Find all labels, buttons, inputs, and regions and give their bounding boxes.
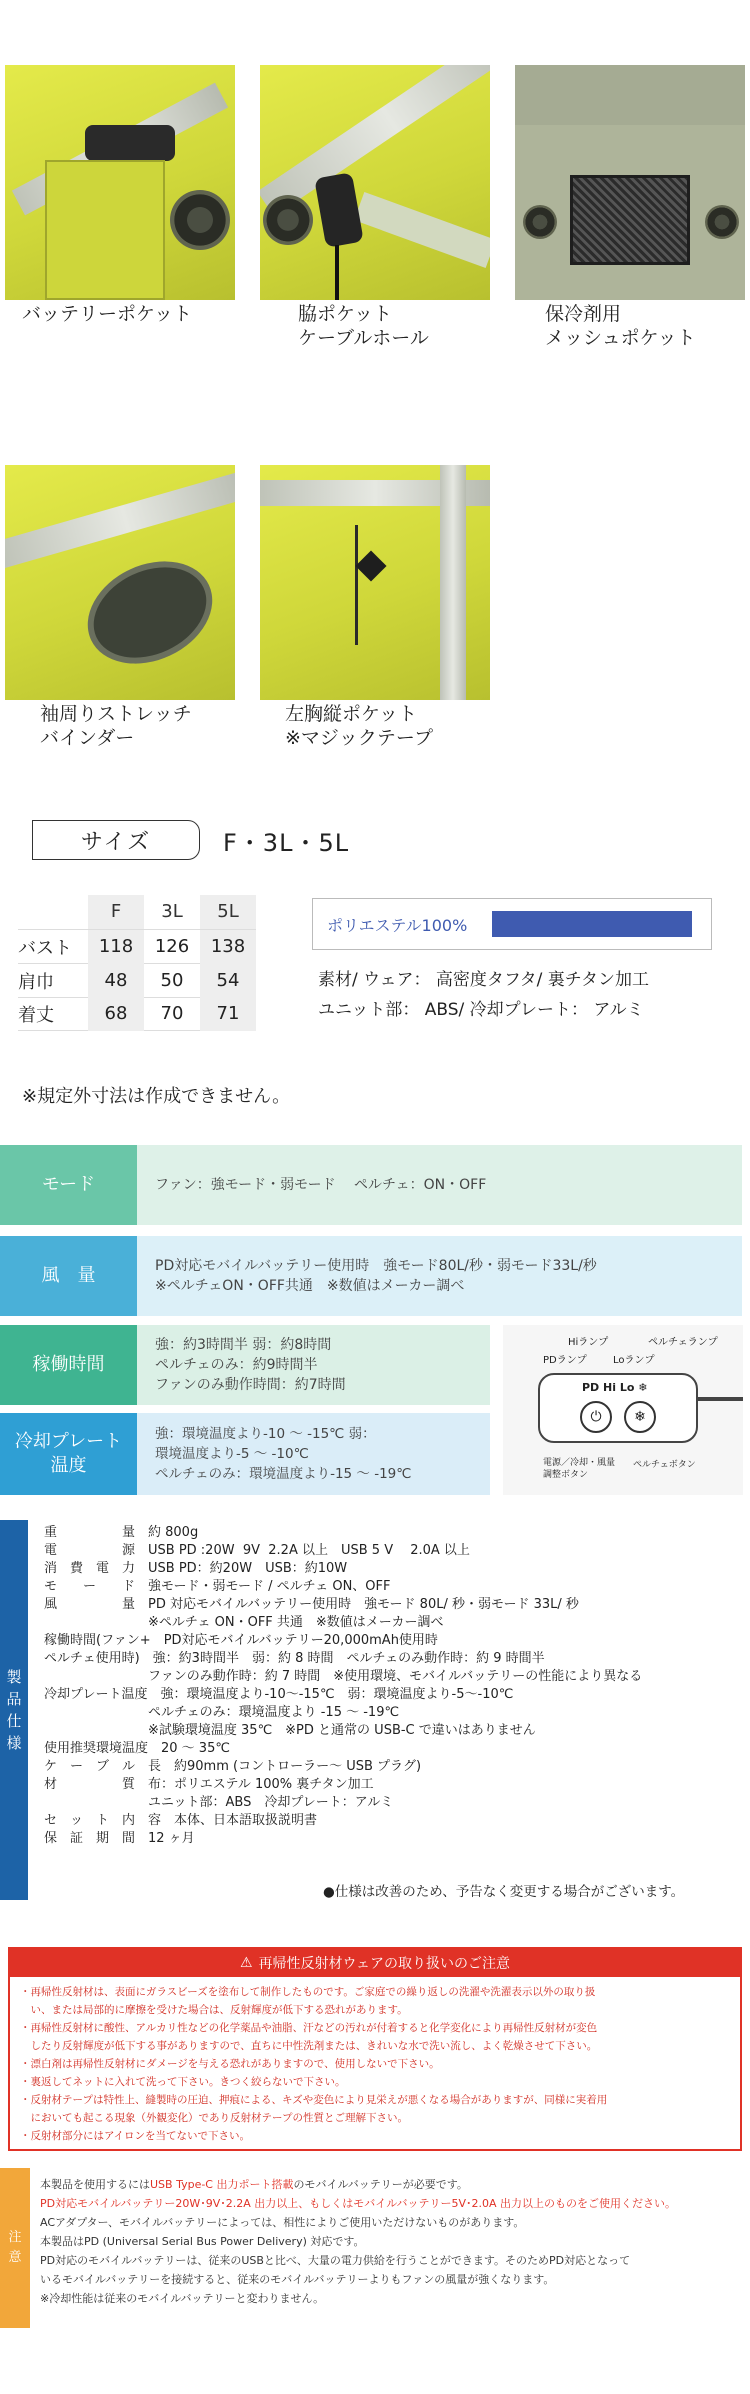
runtime-label: 稼働時間	[0, 1325, 137, 1405]
feature-caption-4: 袖周りストレッチ バインダー	[40, 703, 192, 749]
spec-row: 風 量 PD 対応モバイルバッテリー使用時 強モード 80L/ 秒・弱モード 33L/ 秒	[44, 1597, 579, 1612]
spec-row: 材 質 布：ポリエステル 100% 裏チタン加工	[44, 1777, 374, 1792]
spec-row: モ ー ド 強モード・弱モード / ペルチェ ON、OFF	[44, 1579, 391, 1594]
spec-list	[0, 1524, 750, 1864]
spec-row: 使用推奨環境温度 20 ～ 35℃	[44, 1741, 230, 1756]
chest-pocket-photo	[260, 465, 490, 700]
caution-side-label: 注 意	[0, 2168, 30, 2328]
spec-row: 保 証 期 間 12 ヶ月	[44, 1831, 195, 1846]
spec-row: ペルチェ使用時) 強：約3時間半 弱：約 8 時間 ペルチェのみ動作時：約 9 時間半	[44, 1651, 545, 1666]
warning-title: 再帰性反射材ウェアの取り扱いのご注意	[258, 1956, 510, 1972]
spec-row: ※試験環境温度 35℃ ※PD と通常の USB-C で違いはありません	[44, 1723, 536, 1738]
airflow-label: 風 量	[0, 1236, 137, 1316]
size-row-name: 着丈	[18, 1005, 54, 1026]
caution-line: PD対応モバイルバッテリー20W･9V･2.2A 出力以上、もしくはモバイルバッテリー5V･2.0A 出力以上のものをご使用ください。	[40, 2197, 677, 2210]
warning-header	[10, 1949, 740, 1977]
size-cell: 50	[160, 969, 184, 991]
caution-body	[40, 2175, 745, 2308]
plate-temp-label: 冷却プレート 温度	[0, 1413, 137, 1495]
runtime-value: 強：約3時間半 弱：約8時間 ペルチェのみ：約9時間半 ファンのみ動作時間：約7時間	[137, 1325, 490, 1405]
caution-line: 本製品はPD (Universal Serial Bus Power Delivery) 対応です。	[40, 2235, 365, 2248]
peltier-button-icon: ❄	[624, 1401, 656, 1433]
warning-line: ・反射材テープは特性上、縫製時の圧迫、押痕による、キズや変色により見栄えが悪くなる場合がありますが、同様に実着用	[20, 2094, 608, 2106]
material-line-2: ユニット部： ABS/ 冷却プレート： アルミ	[318, 1000, 644, 1020]
material-bar-label: ポリエステル100%	[327, 915, 468, 935]
material-bar-box	[312, 898, 712, 950]
size-row-name: 肩巾	[18, 971, 54, 993]
material-line-1: 素材/ ウェア： 高密度タフタ/ 裏チタン加工	[318, 970, 649, 990]
feature-caption-1: バッテリーポケット	[22, 303, 193, 325]
plate-temp-value: 強：環境温度より-10 ～ -15℃ 弱： 環境温度より-5 ～ -10℃ ペルチェのみ：環境温度より-15 ～ -19℃	[137, 1413, 490, 1495]
size-header-5l: 5L	[200, 895, 256, 929]
spec-row: ペルチェのみ：環境温度より -15 ～ -19℃	[44, 1705, 400, 1720]
spec-row: ケ ー ブ ル 長 約90mm (コントローラー～ USB プラグ)	[44, 1759, 422, 1774]
feature-caption-5: 左胸縦ポケット ※マジックテープ	[285, 703, 433, 749]
warning-line: においても起こる現象（外観変化）であり反射材テープの性質とご理解下さい。	[20, 2112, 408, 2124]
caution-line: いるモバイルバッテリーを接続すると、従来のモバイルバッテリーよりもファンの風量が強くなります。	[40, 2273, 555, 2286]
feature-caption-2: 脇ポケット ケーブルホール	[298, 303, 429, 349]
spec-row: 消 費 電 力 USB PD：約20W USB：約10W	[44, 1561, 348, 1576]
mode-value: ファン：強モード・弱モード ペルチェ：ON・OFF	[137, 1145, 742, 1225]
size-cell: 118	[88, 930, 144, 964]
caution-line: ※冷却性能は従来のモバイルバッテリーと変わりません。	[40, 2292, 325, 2305]
size-cell: 68	[88, 997, 144, 1031]
pd-lamp-label: PDランプ	[543, 1355, 587, 1366]
hi-lamp-label: Hiランプ	[568, 1337, 609, 1348]
warning-line: ・反射材部分にはアイロンを当てないで下さい。	[20, 2130, 251, 2142]
size-row-name: バスト	[18, 937, 72, 959]
warning-line: したり反射輝度が低下する事がありますので、直ちに中性洗剤または、きれいな水で洗い流し、よく乾燥させて下さい。	[20, 2040, 598, 2052]
warning-line: ・再帰性反射材に酸性、アルカリ性などの化学薬品や油脂、汗などの汚れが付着すると化学変化により再帰性反射材が変色	[20, 2022, 598, 2034]
size-label-box	[32, 820, 200, 860]
spec-row: 稼働時間(ファン+ PD対応モバイルバッテリー20,000mAh使用時	[44, 1633, 438, 1648]
size-header-f: F	[88, 895, 144, 929]
controller-cable	[698, 1397, 743, 1401]
controller-body	[538, 1373, 698, 1443]
size-cell: 138	[200, 930, 256, 964]
size-note: ※規定外寸法は作成できません。	[22, 1086, 291, 1107]
battery-pocket-photo	[5, 65, 235, 300]
size-label: サイズ	[80, 829, 152, 855]
mesh-pocket-photo	[515, 65, 745, 300]
warning-line: ・漂白剤は再帰性反射材にダメージを与える恐れがありますので、使用しないで下さい。	[20, 2058, 440, 2070]
spec-footnote: ●仕様は改善のため、予告なく変更する場合がございます。	[323, 1884, 685, 1900]
size-table	[18, 895, 256, 1031]
sleeve-binder-photo	[5, 465, 235, 700]
spec-side-label: 製 品 仕 様	[0, 1520, 28, 1900]
lo-lamp-label: Loランプ	[613, 1355, 655, 1366]
warning-icon: ⚠	[239, 1955, 253, 1971]
mode-label: モード	[0, 1145, 137, 1225]
spec-row: 重 量 約 800g	[44, 1525, 199, 1540]
size-header-3l: 3L	[161, 901, 183, 922]
size-cell: 54	[200, 964, 256, 998]
controller-panel-text: PD Hi Lo ❄	[582, 1381, 648, 1394]
spec-row: 冷却プレート温度 強：環境温度より-10～-15℃ 弱：環境温度より-5～-10℃	[44, 1687, 514, 1702]
spec-row: セ ッ ト 内 容 本体、日本語取扱説明書	[44, 1813, 318, 1828]
peltier-button-label: ペルチェボタン	[633, 1460, 696, 1470]
caution-line: 本製品を使用するにはUSB Type-C 出力ポート搭載のモバイルバッテリーが必要です。	[40, 2178, 468, 2191]
size-cell: 126	[154, 935, 190, 957]
airflow-value: PD対応モバイルバッテリー使用時 強モード80L/秒・弱モード33L/秒 ※ペルチェON・OFF共通 ※数値はメーカー調べ	[137, 1236, 742, 1316]
material-bar-track	[492, 911, 692, 937]
size-range: F・3L・5L	[223, 829, 350, 857]
size-cell: 71	[200, 997, 256, 1031]
side-pocket-photo	[260, 65, 490, 300]
material-bar-fill	[492, 911, 692, 937]
warning-line: い、または局部的に摩擦を受けた場合は、反射輝度が低下する恐れがあります。	[20, 2004, 408, 2016]
controller-diagram	[503, 1325, 743, 1495]
spec-row: ユニット部：ABS 冷却プレート：アルミ	[44, 1795, 394, 1810]
warning-line: ・裏返してネットに入れて洗って下さい。きつく絞らないで下さい。	[20, 2076, 346, 2088]
size-cell: 48	[88, 964, 144, 998]
warning-body	[10, 1977, 740, 2151]
peltier-lamp-label: ペルチェランプ	[648, 1337, 718, 1348]
size-cell: 70	[160, 1003, 184, 1024]
feature-caption-3: 保冷剤用 メッシュポケット	[545, 303, 696, 349]
power-button-icon: ⏻	[580, 1401, 612, 1433]
caution-line: PD対応のモバイルバッテリーは、従来のUSBと比べ、大量の電力供給を行うことができます。そのためPD対応となって	[40, 2254, 631, 2267]
power-button-label: 電源／冷却・風量 調整ボタン	[543, 1458, 616, 1480]
spec-row: ファンのみ動作時：約 7 時間 ※使用環境、モバイルバッテリーの性能により異なる	[44, 1669, 643, 1684]
warning-box	[8, 1947, 742, 2151]
spec-row: 電 源 USB PD :20W 9V 2.2A 以上 USB 5 V 2.0A 以上	[44, 1543, 470, 1558]
warning-line: ・再帰性反射材は、表面にガラスビーズを塗布して制作したものです。ご家庭での繰り返しの洗濯や洗濯表示以外の取り扱	[20, 1986, 596, 1998]
caution-line: ACアダプター、モバイルバッテリーによっては、相性によりご使用いただけないものがあります。	[40, 2216, 525, 2229]
spec-row: ※ペルチェ ON・OFF 共通 ※数値はメーカー調べ	[44, 1615, 444, 1630]
